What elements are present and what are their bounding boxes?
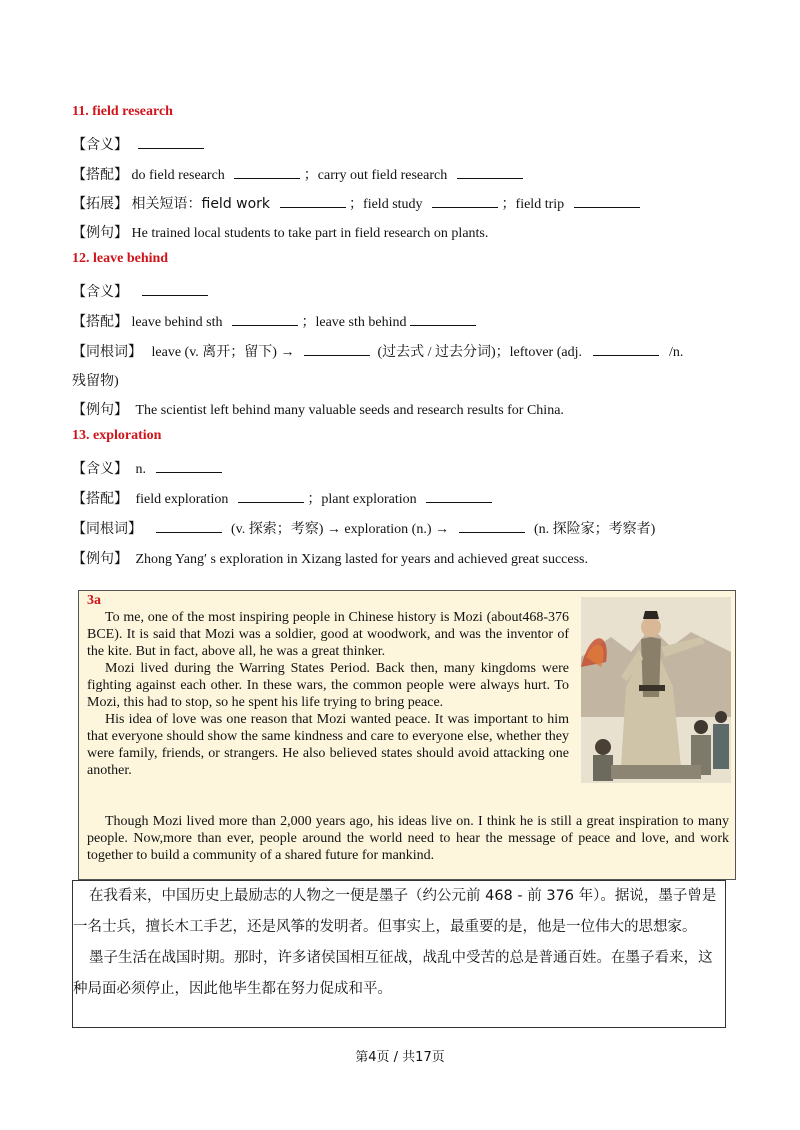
item13-root-row — [72, 518, 655, 538]
collocation-tag: 【搭配】 — [72, 491, 128, 507]
collocation-text: ；carry out field research — [303, 168, 448, 183]
example-text: He trained local students to take part in field research on plants. — [131, 226, 489, 241]
item12-heading: 12. leave behind — [72, 251, 169, 266]
collocation-text: ；leave sth behind — [301, 315, 407, 330]
blank — [280, 193, 346, 208]
collocation-text: ；plant exploration — [307, 492, 417, 507]
reading-label: 3a — [87, 593, 101, 608]
item12-example-row — [72, 399, 564, 419]
blank — [457, 164, 523, 179]
blank — [138, 134, 204, 149]
example-tag: 【例句】 — [72, 402, 128, 418]
blank — [234, 164, 300, 179]
blank — [593, 341, 659, 356]
item12-root-row — [72, 341, 683, 361]
pos-text: n. — [135, 462, 146, 477]
blank — [432, 193, 498, 208]
root-tag: 【同根词】 — [72, 344, 142, 360]
blank — [232, 311, 298, 326]
item12-meaning-row — [72, 281, 208, 301]
translation-paragraph: 墨子生活在战国时期。那时，许多诸侯国相互征战，战乱中受苦的总是普通百姓。在墨子看来，这种局面必须停止，因此他毕生都在努力促成和平。 — [73, 950, 713, 997]
reading-paragraph: Mozi lived during the Warring States Period. Back then, many kingdoms were fighting against each other. In these wars, the common people were always hurt. To Mozi, this had to stop, so he spent his life trying to bring peace. — [87, 661, 569, 710]
item12-collocation-row — [72, 311, 476, 331]
collocation-tag: 【搭配】 — [72, 167, 128, 183]
blank — [142, 281, 208, 296]
item11-meaning-row — [72, 134, 204, 154]
root-text: (过去式 / 过去分词)；leftover (adj. — [377, 345, 582, 360]
example-text: The scientist left behind many valuable seeds and research results for China. — [135, 403, 564, 418]
reading-text-wide — [87, 813, 729, 864]
item12-root-cont: 残留物) — [72, 374, 119, 389]
collocation-text: field exploration — [135, 492, 229, 507]
collocation-text: do field research — [131, 168, 225, 183]
reading-text — [87, 609, 569, 779]
reading-paragraph: His idea of love was one reason that Mozi wanted peace. It was important to him that everyone should show the same kindness and care to everyone else, whether they were family, friends, or strangers. He also believed states should avoid attacking one another. — [87, 712, 569, 778]
extend-text: ；field trip — [501, 197, 565, 212]
blank — [426, 488, 492, 503]
translation-box — [72, 880, 726, 1028]
root-text: /n. — [668, 345, 684, 360]
example-text: Zhong Yang′ s exploration in Xizang lasted for years and achieved great success. — [135, 552, 588, 567]
reading-box — [78, 590, 736, 880]
blank — [304, 341, 370, 356]
example-tag: 【例句】 — [72, 551, 128, 567]
blank — [574, 193, 640, 208]
reading-paragraph: To me, one of the most inspiring people in Chinese history is Mozi (about468-376 BCE). It is said that Mozi was a soldier, good at woodwork, and was the inventor of the kite. But in fact, above all, he was a great thinker. — [87, 610, 569, 659]
blank — [156, 458, 222, 473]
root-text: (v. 探索；考察) → exploration (n.) → — [231, 522, 449, 537]
collocation-tag: 【搭配】 — [72, 314, 128, 330]
extend-text: ；field study — [349, 197, 423, 212]
reading-paragraph: Though Mozi lived more than 2,000 years ago, his ideas live on. I think he is still a great inspiration to many people. Now,more than ever, people around the world need to hear the message of peace and love, and work together to build a community of a shared future for mankind. — [87, 814, 729, 863]
meaning-tag: 【含义】 — [72, 461, 128, 477]
item11-heading: 11. field research — [72, 104, 173, 119]
item13-heading: 13. exploration — [72, 428, 162, 443]
mozi-illustration — [581, 597, 731, 783]
blank — [238, 488, 304, 503]
root-tag: 【同根词】 — [72, 521, 142, 537]
item13-collocation-row — [72, 488, 492, 508]
page-footer: 第4页 / 共17页 — [355, 1050, 445, 1065]
extend-text: 相关短语：field work — [131, 196, 271, 212]
item11-extend-row — [72, 193, 640, 213]
root-text: leave (v. 离开；留下) → — [151, 345, 295, 360]
item11-collocation-row — [72, 164, 523, 184]
item13-example-row — [72, 548, 588, 568]
item11-example-row — [72, 222, 488, 242]
item13-meaning-row — [72, 458, 222, 478]
meaning-tag: 【含义】 — [72, 284, 128, 300]
blank — [459, 518, 525, 533]
root-text: (n. 探险家；考察者) — [534, 522, 656, 537]
meaning-tag: 【含义】 — [72, 137, 128, 153]
blank — [410, 311, 476, 326]
collocation-text: leave behind sth — [131, 315, 223, 330]
extend-tag: 【拓展】 — [72, 196, 128, 212]
example-tag: 【例句】 — [72, 225, 128, 241]
blank — [156, 518, 222, 533]
translation-paragraph: 在我看来，中国历史上最励志的人物之一便是墨子（约公元前 468 - 前 376 年）。据说，墨子曾是一名士兵，擅长木工手艺，还是风筝的发明者。但事实上，最重要的是，他是一位伟大的思想家。 — [73, 888, 717, 935]
